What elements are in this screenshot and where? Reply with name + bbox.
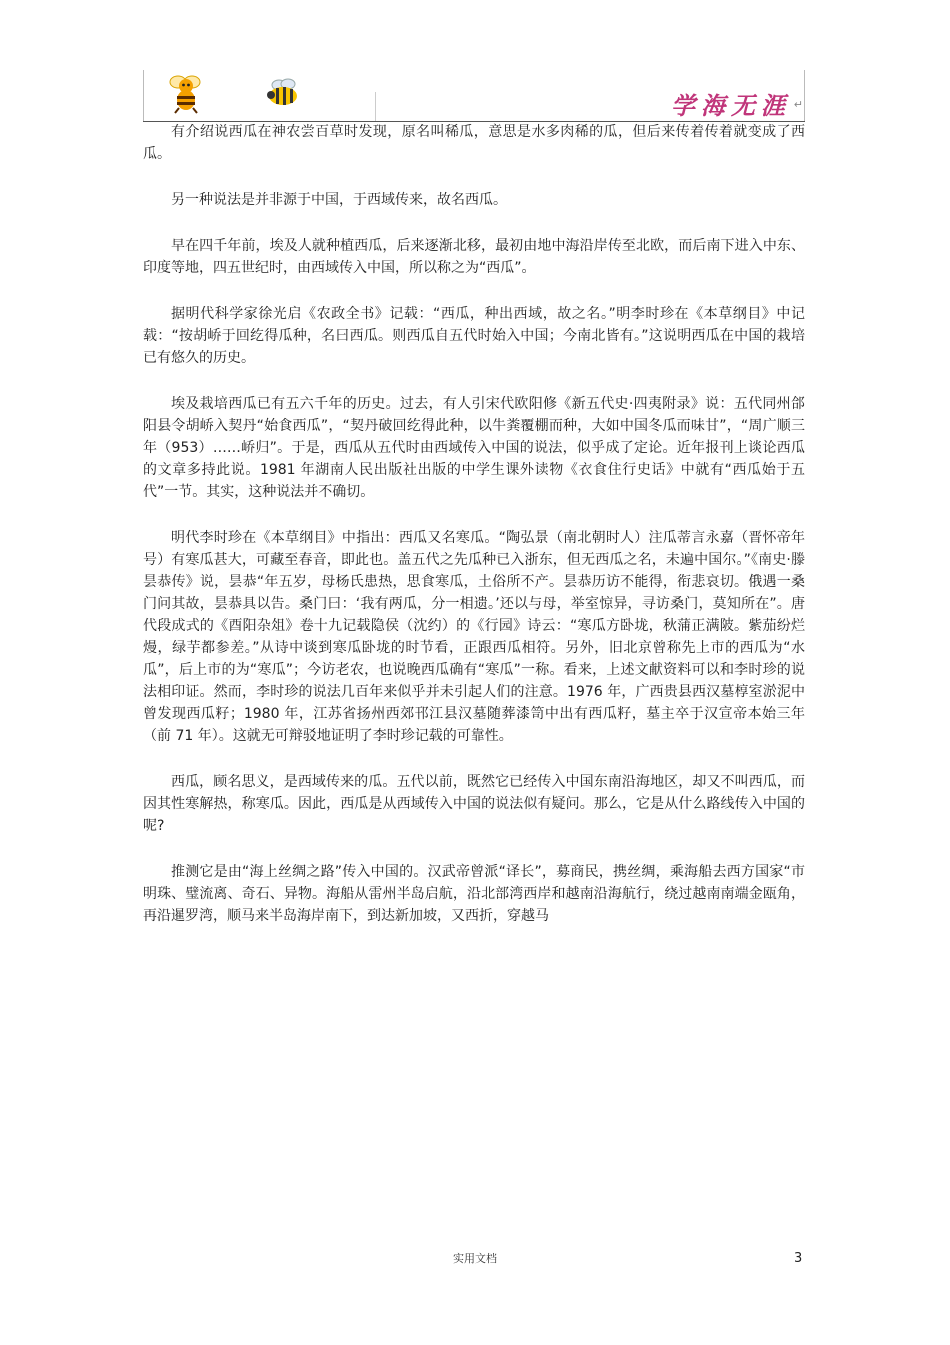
header-left-rule	[143, 70, 144, 122]
header-right-rule	[804, 70, 805, 122]
header-motto: 学海无涯	[671, 91, 791, 120]
header-divider	[375, 92, 376, 122]
page-header	[143, 70, 805, 122]
paragraph: 有介绍说西瓜在神农尝百草时发现，原名叫稀瓜，意思是水多肉稀的瓜，但后来传着传着就变成了西瓜。	[143, 124, 805, 162]
paragraph: 埃及栽培西瓜已有五六千年的历史。过去，有人引宋代欧阳修《新五代史·四夷附录》说：五代同州郃阳县令胡峤入契丹“始食西瓜”，“契丹破回纥得此种，以牛粪覆棚而种，大如中国冬瓜而味甘”，“周广顺三年（953）……峤归”。于是，西瓜从五代时由西域传入中国的说法，似乎成了定论。近年报刊上谈论西瓜的文章多持此说。1981 年湖南人民出版社出版的中学生课外读物《衣食住行史话》中就有“西瓜始于五代”一节。其实，这种说法并不确切。	[143, 396, 805, 500]
footer-label: 实用文档	[453, 1252, 497, 1265]
paragraph: 明代李时珍在《本草纲目》中指出：西瓜又名寒瓜。“陶弘景（南北朝时人）注瓜蒂言永嘉（晋怀帝年号）有寒瓜甚大，可藏至春音，即此也。盖五代之先瓜种已入浙东，但无西瓜之名，未遍中国尔。”《南史·滕昙恭传》说，昙恭“年五岁，母杨氏患热，思食寒瓜，土俗所不产。昙恭历访不能得，衔悲哀切。俄遇一桑门问其故，昙恭具以告。桑门曰：‘我有两瓜，分一相遗。’还以与母，举室惊异，寻访桑门，莫知所在”。唐代段成式的《酉阳杂俎》卷十九记载隐侯（沈约）的《行园》诗云：“寒瓜方卧垅，秋蒲正满陂。紫茄纷烂熳，绿芋都参差。”从诗中谈到寒瓜卧垅的时节看，正跟西瓜相符。另外，旧北京曾称先上市的西瓜为“水瓜”，后上市的为“寒瓜”；今访老农，也说晚西瓜确有“寒瓜”一称。看来，上述文献资料可以和李时珍的说法相印证。然而，李时珍的说法几百年来似乎并未引起人们的注意。1976 年，广西贵县西汉墓椁室淤泥中曾发现西瓜籽；1980 年，江苏省扬州西郊邗江县汉墓随葬漆笥中出有西瓜籽，墓主卒于汉宣帝本始三年（前 71 年）。这就无可辩驳地证明了李时珍记载的可靠性。	[143, 530, 805, 744]
bee-icon	[263, 78, 303, 108]
page-number: 3	[794, 1251, 803, 1266]
paragraph-mark: ↵	[793, 98, 803, 111]
paragraph: 推测它是由“海上丝绸之路”传入中国的。汉武帝曾派“译长”，募商民，携丝绸，乘海船去西方国家“市明珠、璧流离、奇石、异物。海船从雷州半岛启航，沿北部湾西岸和越南沿海航行，绕过越南南端金瓯角，再沿暹罗湾，顺马来半岛海岸南下，到达新加坡，又西折，穿越马	[143, 864, 805, 924]
paragraph: 西瓜，顾名思义，是西域传来的瓜。五代以前，既然它已经传入中国东南沿海地区，却又不叫西瓜，而因其性寒解热，称寒瓜。因此，西瓜是从西域传入中国的说法似有疑问。那么，它是从什么路线传入中国的呢?	[143, 774, 805, 834]
paragraph: 据明代科学家徐光启《农政全书》记载：“西瓜，种出西域，故之名。”明李时珍在《本草纲目》中记载：“按胡峤于回纥得瓜种，名曰西瓜。则西瓜自五代时始入中国；今南北皆有。”这说明西瓜在中国的栽培已有悠久的历史。	[143, 306, 805, 366]
cartoon-bee-icon	[165, 72, 207, 114]
article-body	[143, 121, 805, 951]
paragraph: 早在四千年前，埃及人就种植西瓜，后来逐渐北移，最初由地中海沿岸传至北欧，而后南下进入中东、印度等地，四五世纪时，由西域传入中国，所以称之为“西瓜”。	[143, 238, 805, 276]
paragraph: 另一种说法是并非源于中国，于西域传来，故名西瓜。	[171, 192, 507, 208]
